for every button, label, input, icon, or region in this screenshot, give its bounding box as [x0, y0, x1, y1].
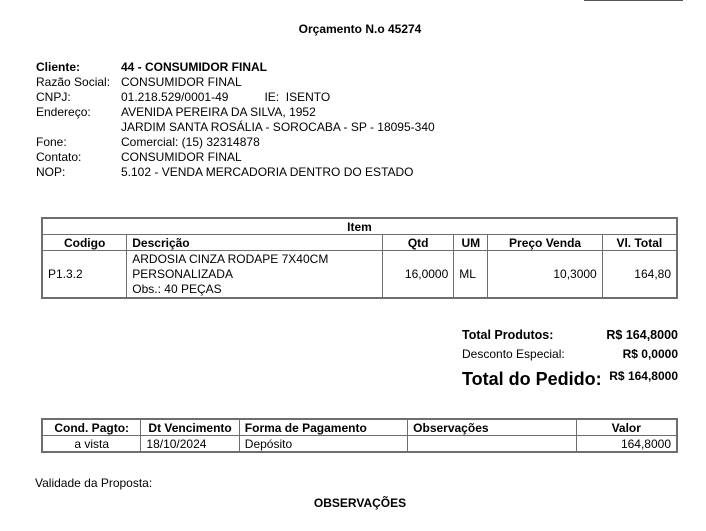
- total-pedido-label: Total do Pedido:: [462, 369, 602, 389]
- items-group-header-row: [42, 218, 677, 235]
- nop-row: [36, 165, 435, 180]
- descricao-obs: Obs.: 40 PEÇAS: [132, 281, 222, 296]
- cliente-row: [36, 60, 435, 75]
- col-preco-venda: Preço Venda: [488, 235, 602, 251]
- contato-label: Contato:: [36, 150, 82, 164]
- table-row: [42, 436, 677, 453]
- col-observacoes: Observações: [408, 419, 576, 436]
- desconto-label: Desconto Especial:: [462, 347, 565, 361]
- cell-codigo: P1.3.2: [42, 251, 127, 299]
- items-group-header: Item: [42, 218, 677, 235]
- endereco-row: [36, 105, 435, 120]
- cliente-value: 44 - CONSUMIDOR FINAL: [121, 60, 268, 74]
- col-vl-total: Vl. Total: [602, 235, 677, 251]
- endereco-line2: JARDIM SANTA ROSÁLIA - SOROCABA - SP - 18095-340: [121, 120, 435, 134]
- cell-observacoes: [408, 436, 576, 453]
- razao-social-row: [36, 75, 435, 90]
- cnpj-row: [36, 90, 435, 105]
- cell-um: ML: [454, 251, 488, 299]
- table-row: [42, 251, 677, 299]
- desconto-value: R$ 0,0000: [622, 347, 678, 361]
- col-valor: Valor: [576, 419, 677, 436]
- fone-row: [36, 135, 435, 150]
- total-pedido-row: [462, 367, 678, 391]
- items-column-headers: [42, 235, 677, 251]
- descricao-line2: PERSONALIZADA: [132, 266, 233, 281]
- col-um: UM: [454, 235, 488, 251]
- endereco-label: Endereço:: [36, 105, 91, 119]
- nop-label: NOP:: [36, 165, 66, 179]
- total-produtos-value: R$ 164,8000: [606, 328, 678, 342]
- col-descricao: Descrição: [127, 235, 383, 251]
- cell-dt-vencimento: 18/10/2024: [141, 436, 239, 453]
- totals-block: [462, 327, 678, 391]
- payment-table: [41, 418, 678, 453]
- client-info-block: [36, 60, 435, 180]
- ie-label: IE:: [264, 90, 280, 104]
- razao-social-label: Razão Social:: [36, 75, 111, 89]
- cell-descricao: [127, 251, 383, 299]
- cell-valor: 164,8000: [576, 436, 677, 453]
- col-dt-vencimento: Dt Vencimento: [141, 419, 239, 436]
- descricao-line1: ARDOSIA CINZA RODAPE 7X40CM: [132, 251, 329, 266]
- total-produtos-row: [462, 327, 678, 347]
- document-title: Orçamento N.o 45274: [298, 22, 422, 36]
- total-produtos-label: Total Produtos:: [462, 328, 554, 342]
- top-divider-line: [584, 0, 683, 1]
- col-cond-pagto: Cond. Pagto:: [42, 419, 141, 436]
- fone-label: Fone:: [36, 135, 67, 149]
- cell-qtd: 16,0000: [383, 251, 454, 299]
- cnpj-value: 01.218.529/0001-49: [121, 90, 229, 104]
- cell-vl-total: 164,80: [602, 251, 677, 299]
- cnpj-label: CNPJ:: [36, 90, 71, 104]
- col-codigo: Codigo: [42, 235, 127, 251]
- cell-cond-pagto: a vista: [42, 436, 141, 453]
- desconto-row: [462, 347, 678, 367]
- cell-forma-pagamento: Depósito: [239, 436, 407, 453]
- cell-preco-venda: 10,3000: [488, 251, 602, 299]
- contato-value: CONSUMIDOR FINAL: [121, 150, 242, 164]
- endereco-row-2: [36, 120, 435, 135]
- ie-value: ISENTO: [285, 90, 331, 104]
- contato-row: [36, 150, 435, 165]
- validade-label: Validade da Proposta:: [35, 476, 153, 490]
- total-pedido-value: R$ 164,8000: [609, 369, 678, 383]
- nop-value: 5.102 - VENDA MERCADORIA DENTRO DO ESTADO: [121, 165, 414, 179]
- col-qtd: Qtd: [383, 235, 454, 251]
- payment-column-headers: [42, 419, 677, 436]
- endereco-line1: AVENIDA PEREIRA DA SILVA, 1952: [121, 105, 316, 119]
- fone-value: Comercial: (15) 32314878: [121, 135, 260, 149]
- items-table: [41, 217, 678, 299]
- col-forma-pagamento: Forma de Pagamento: [239, 419, 407, 436]
- cliente-label: Cliente:: [36, 60, 81, 74]
- razao-social-value: CONSUMIDOR FINAL: [121, 75, 242, 89]
- observacoes-heading: OBSERVAÇÕES: [313, 496, 407, 510]
